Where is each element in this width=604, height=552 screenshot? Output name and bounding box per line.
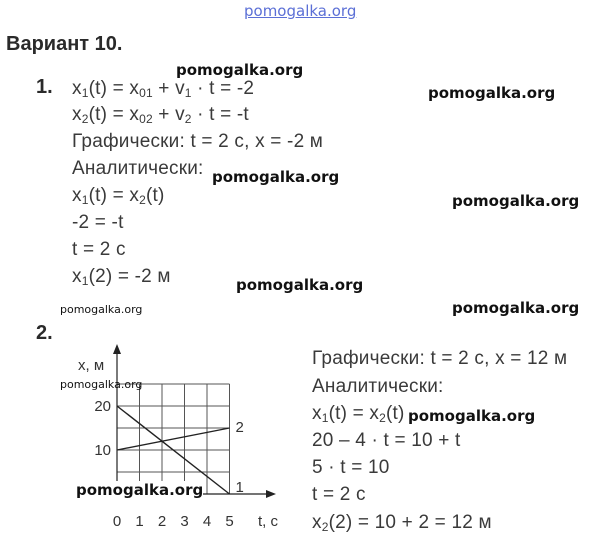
task-1-equality: $x_1(t) = x_2(t)$	[72, 185, 165, 207]
watermark: pomogalka.org	[60, 378, 143, 391]
watermark: pomogalka.org	[60, 303, 143, 316]
watermark: pomogalka.org	[452, 192, 580, 210]
x-tick-label: 0	[112, 513, 122, 530]
task-2-equality: $x_1(t) = x_2(t)$	[312, 403, 405, 425]
x-axis-label: t, с	[258, 513, 279, 530]
x-tick-label: 3	[180, 513, 189, 530]
task-2-step-2: 5 · t = 10	[312, 457, 390, 478]
task-2-step-1: 20 – 4 · t = 10 + t	[312, 430, 461, 451]
watermark: pomogalka.org	[452, 299, 580, 317]
watermark: pomogalka.org	[76, 481, 204, 499]
watermark: pomogalka.org	[428, 84, 556, 102]
task-1-equation-x2: $x_2(t) = x_{02} + v_2 \cdot t = -t$	[72, 104, 249, 126]
task-1-graphic: Графически: t = 2 с, х = -2 м	[72, 131, 324, 152]
task-1-equation-x1: $x_1(t) = x_{01} + v_1 \cdot t = -2$	[72, 78, 255, 100]
watermark: pomogalka.org	[236, 276, 364, 294]
page-title: Вариант 10.	[6, 33, 123, 55]
chart-axes	[113, 344, 276, 498]
task-2-graphic: Графически: t = 2 с, х = 12 м	[312, 348, 568, 369]
task-1-number: 1.	[36, 76, 53, 98]
x-tick-label: 4	[202, 513, 212, 530]
x-tick-label: 2	[157, 513, 167, 530]
site-link[interactable]: pomogalka.org	[244, 2, 357, 20]
task-1-step-2: t = 2 с	[72, 239, 126, 260]
x-tick-label: 1	[135, 513, 144, 530]
task-1-analytic: Аналитически:	[72, 158, 204, 179]
task-2-number: 2.	[36, 322, 53, 344]
task-2-chart	[60, 340, 300, 540]
y-tick-label: 10	[94, 442, 111, 459]
task-2-step-3: t = 2 с	[312, 484, 366, 505]
series-label-2: 2	[235, 419, 244, 436]
task-1-step-1: -2 = -t	[72, 212, 124, 233]
task-2-result: $x_2(2) = 10 + 2 = 12$ м	[312, 512, 492, 534]
watermark: pomogalka.org	[212, 168, 340, 186]
series-line-2	[117, 428, 230, 450]
x-tick-label: 5	[225, 513, 234, 530]
task-1-result: $x_1(2) = -2$ м	[72, 266, 171, 288]
y-axis-label: х, м	[78, 357, 105, 374]
y-axis-arrow	[113, 344, 121, 354]
task-2-analytic: Аналитически:	[312, 376, 444, 397]
watermark: pomogalka.org	[408, 407, 536, 425]
x-axis-arrow	[266, 490, 276, 498]
series-label-1: 1	[235, 479, 244, 496]
y-tick-label: 20	[94, 398, 111, 415]
watermark: pomogalka.org	[176, 61, 304, 79]
